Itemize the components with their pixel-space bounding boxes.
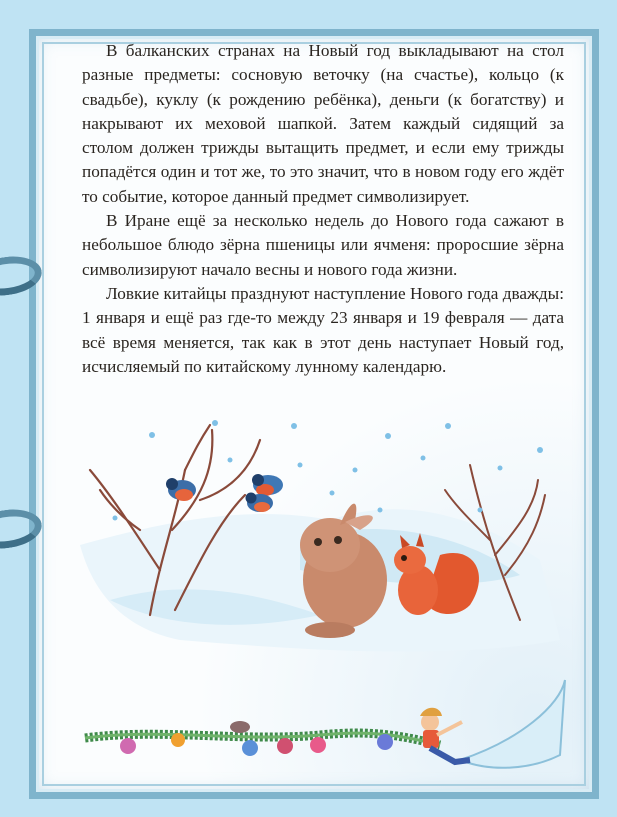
bullfinch-bird-3	[246, 493, 274, 513]
page-corner-child	[420, 680, 565, 768]
paragraph-balkans: В балканских странах на Новый год выкладывают на стол разные предметы: сосновую веточку (на счастье), кольцо (к свадьбе), куклу (к рождению ребёнка), деньги (к богатству) и накрывают их меховой шапкой. Затем каждый сидящий за столом должен трижды вытащить предмет, и если ему трижды попадётся один и тот же, то это значит, что в новом году его ждёт то событие, которое данный предмет символизирует.	[82, 41, 564, 206]
paragraph-iran: В Иране ещё за несколько недель до Нового года сажают в небольшое блюдо зёрна пшеницы или ячменя: проросшие зёрна символизируют начало весны и нового года жизни.	[82, 211, 564, 279]
paragraph-china: Ловкие китайцы празднуют наступление Нового года дважды: 1 января и ещё раз где-то между 23 января и 19 февраля — дата всё время меняется, так как в этот день наступает Новый год, исчисляемый по китайскому лунному календарю.	[82, 283, 564, 376]
bullfinch-bird	[166, 478, 196, 501]
christmas-garland	[85, 721, 440, 756]
bullfinch-bird-2	[252, 474, 283, 496]
